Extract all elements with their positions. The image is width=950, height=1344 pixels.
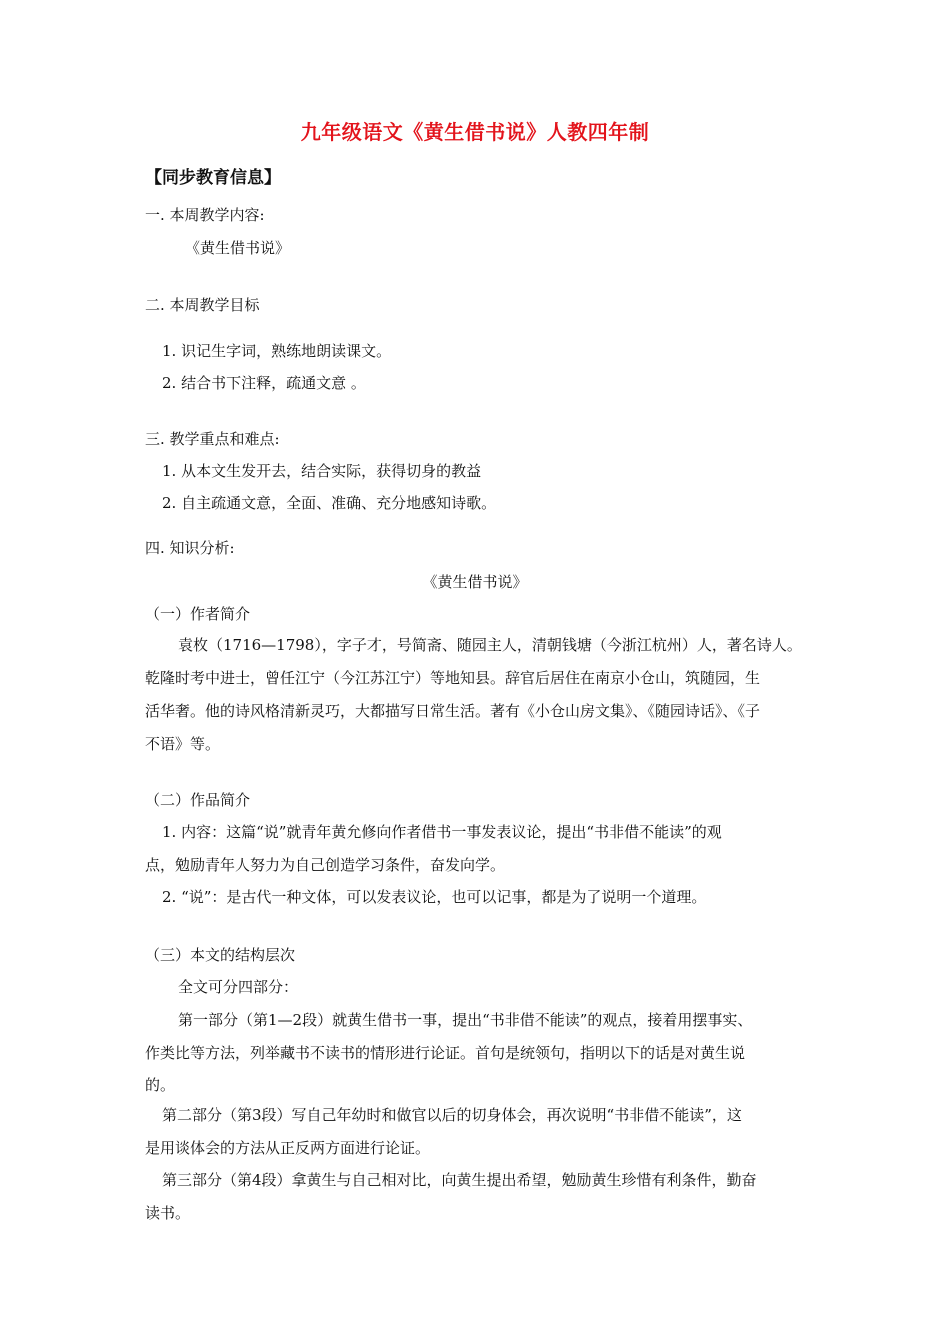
structure-heading: （三）本文的结构层次 [145,946,296,964]
work-line-1: 1. 内容：这篇“说”就青年黄允修向作者借书一事发表议论，提出“书非借不能读”的观 [162,823,722,841]
section3-item-1: 1. 从本文生发开去，结合实际，获得切身的教益 [162,462,482,480]
structure-line-2: 第一部分（第1—2段）就黄生借书一事，提出“书非借不能读”的观点，接着用摆事实、 [178,1011,753,1029]
section2-item-2: 2. 结合书下注释，疏通文意 。 [162,374,366,392]
structure-line-8: 读书。 [145,1204,191,1222]
author-line-1: 袁枚（1716—1798），字子才，号简斋、随园主人，清朝钱塘（今浙江杭州）人，著名诗人。 [178,636,802,654]
section2-heading: 二. 本周教学目标 [145,296,260,314]
work-heading: （二）作品简介 [145,791,251,809]
author-line-3: 活华奢。他的诗风格清新灵巧，大都描写日常生活。著有《小仓山房文集》、《随园诗话》、《子 [145,702,761,720]
author-line-2: 乾隆时考中进士，曾任江宁（今江苏江宁）等地知县。辞官后居住在南京小仓山，筑随园，生 [145,669,761,687]
structure-line-6: 是用谈体会的方法从正反两方面进行论证。 [145,1139,431,1157]
structure-line-3: 作类比等方法，列举藏书不读书的情形进行论证。首句是统领句，指明以下的话是对黄生说 [145,1044,746,1062]
section4-center-title: 《黄生借书说》 [422,573,528,591]
work-line-2: 点，勉励青年人努力为自己创造学习条件，奋发向学。 [145,856,506,874]
section1-heading: 一. 本周教学内容: [145,206,265,224]
author-line-4: 不语》等。 [145,735,221,753]
structure-line-7: 第三部分（第4段）拿黄生与自己相对比，向黄生提出希望，勉励黄生珍惜有利条件，勤奋 [162,1171,757,1189]
author-heading: （一）作者简介 [145,605,251,623]
section3-heading: 三. 教学重点和难点: [145,430,280,448]
document-title: 九年级语文《黄生借书说》人教四年制 [300,120,650,144]
section2-item-1: 1. 识记生字词，熟练地朗读课文。 [162,342,392,360]
section4-heading: 四. 知识分析: [145,539,235,557]
section1-content: 《黄生借书说》 [185,239,291,257]
structure-line-5: 第二部分（第3段）写自己年幼时和做官以后的切身体会，再次说明“书非借不能读”，这 [162,1106,742,1124]
section3-item-2: 2. 自主疏通文意，全面、准确、充分地感知诗歌。 [162,494,497,512]
structure-line-1: 全文可分四部分： [178,978,299,996]
structure-line-4: 的。 [145,1076,176,1094]
sync-heading: 【同步教育信息】 [145,168,281,188]
work-line-3: 2. “说”：是古代一种文体，可以发表议论，也可以记事，都是为了说明一个道理。 [162,888,707,906]
